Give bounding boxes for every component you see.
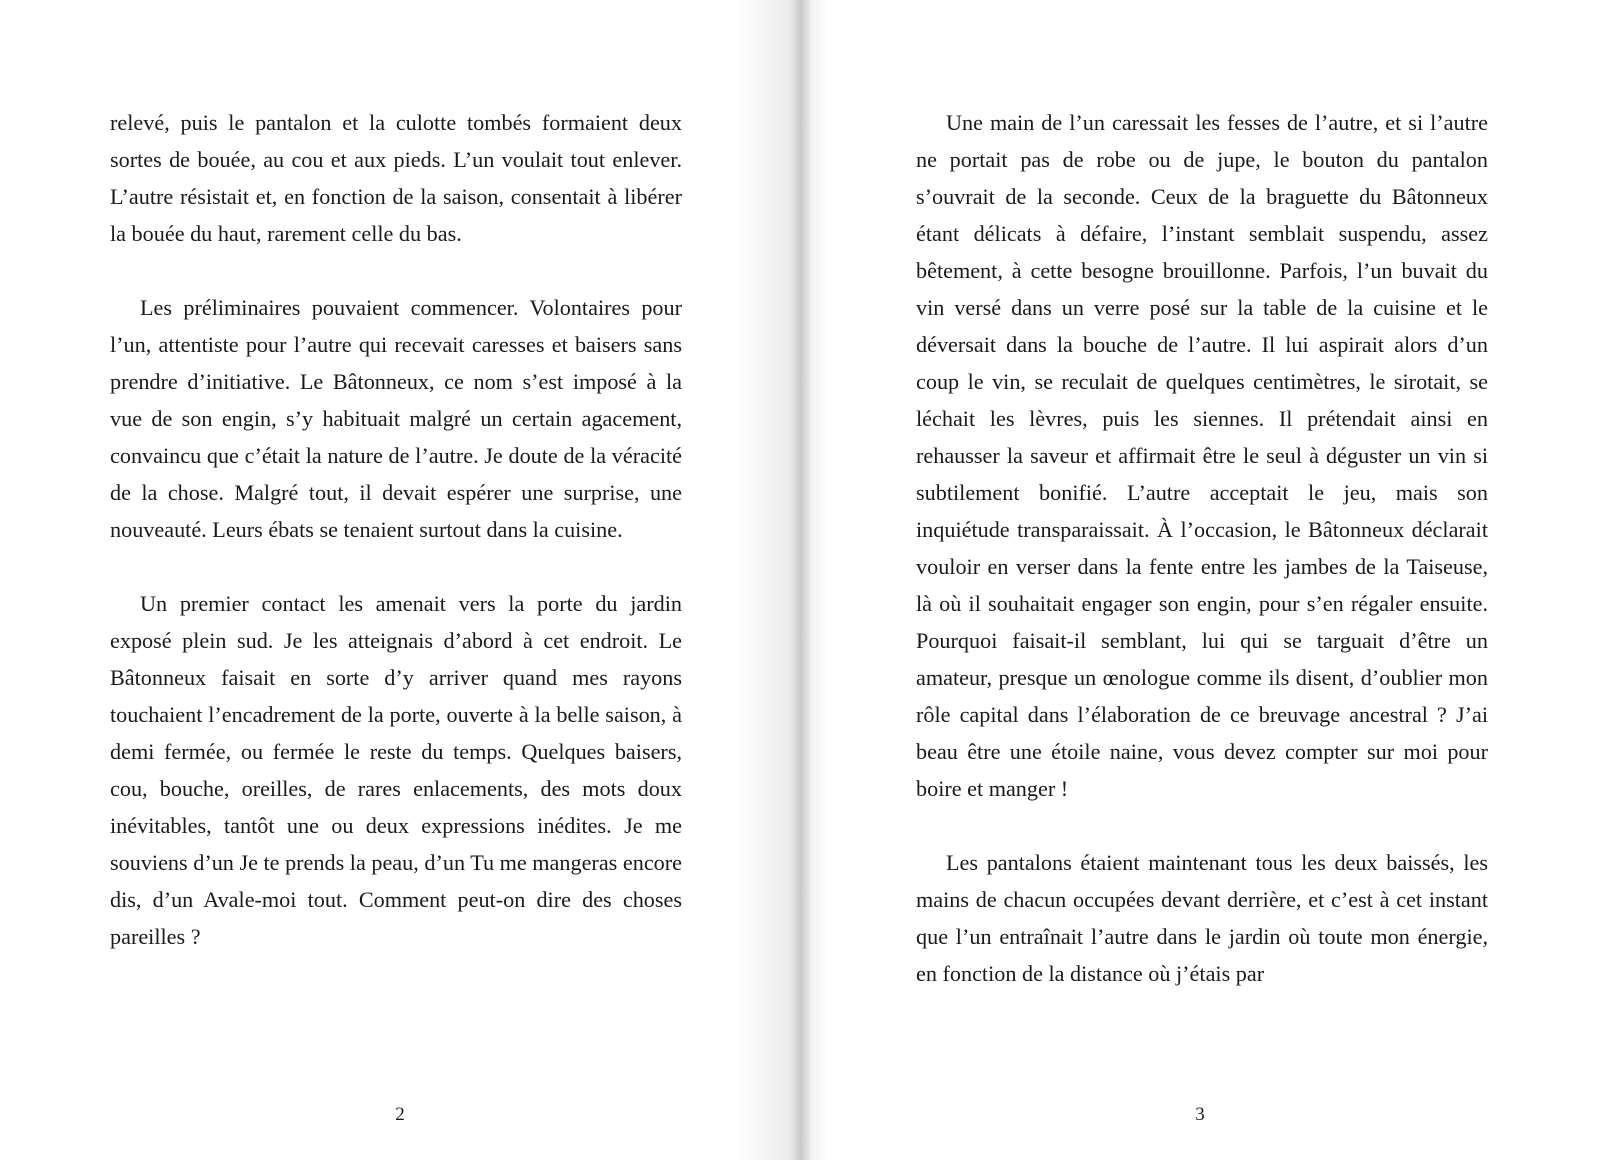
left-page-text — [110, 104, 682, 955]
left-paragraph-1: relevé, puis le pantalon et la culotte tombés formaient deux sortes de bouée, au cou et aux pieds. L’un voulait tout enlever. L’autre résistait et, en fonction de la saison, consentait à libérer la bouée du haut, rarement celle du bas. — [110, 110, 682, 246]
left-page-number: 2 — [395, 1104, 405, 1125]
left-paragraph-3: Un premier contact les amenait vers la porte du jardin exposé plein sud. Je les atteignais d’abord à cet endroit. Le Bâtonneux faisait en sorte d’y arriver quand mes rayons touchaient l’encadrement de la porte, ouverte à la belle saison, à demi fermée, ou fermée le reste du temps. Quelques baisers, cou, bouche, oreilles, de rares enlacements, des mots doux inévitables, tantôt une ou deux expressions inédites. Je me souviens d’un Je te prends la peau, d’un Tu me mangeras encore dis, d’un Avale-moi tout. Comment peut-on dire des choses pareilles ? — [110, 591, 682, 949]
right-page-text — [916, 104, 1488, 992]
right-paragraph-1: Une main de l’un caressait les fesses de l’autre, et si l’autre ne portait pas de robe ou de jupe, le bouton du pantalon s’ouvrait de la seconde. Ceux de la braguette du Bâtonneux étant délicats à défaire, l’instant semblait suspendu, assez bêtement, à cette besogne brouillonne. Parfois, l’un buvait du vin versé dans un verre posé sur la table de la cuisine et le déversait dans la bouche de l’autre. Il lui aspirait alors d’un coup le vin, se reculait de quelques centimètres, le sirotait, se léchait les lèvres, puis les siennes. Il prétendait ainsi en rehausser la saveur et affirmait être le seul à déguster un vin si subtilement bonifié. L’autre acceptait le jeu, mais son inquiétude transparaissait. À l’occasion, le Bâtonneux déclarait vouloir en verser dans la fente entre les jambes de la Taiseuse, là où il souhaitait engager son engin, pour s’en régaler ensuite. Pourquoi faisait-il semblant, lui qui se targuait d’être un amateur, presque un œnologue comme ils disent, d’oublier mon rôle capital dans l’élaboration de ce breuvage ancestral ? J’ai beau être une étoile naine, vous devez compter sur moi pour boire et manger ! — [916, 110, 1488, 801]
left-paragraph-2: Les préliminaires pouvaient commencer. Volontaires pour l’un, attentiste pour l’autre qui recevait caresses et baisers sans prendre d’initiative. Le Bâtonneux, ce nom s’est imposé à la vue de son engin, s’y habituait malgré un certain agacement, convaincu que c’était la nature de l’autre. Je doute de la véracité de la chose. Malgré tout, il devait espérer une surprise, une nouveauté. Leurs ébats se tenaient surtout dans la cuisine. — [110, 295, 682, 542]
right-page[interactable] — [800, 0, 1600, 1160]
right-page-number: 3 — [1195, 1104, 1205, 1125]
right-paragraph-2: Les pantalons étaient maintenant tous les deux baissés, les mains de chacun occupées devant derrière, et c’est à cet instant que l’un entraînait l’autre dans le jardin où toute mon énergie, en fonction de la distance où j’étais par — [916, 850, 1488, 986]
